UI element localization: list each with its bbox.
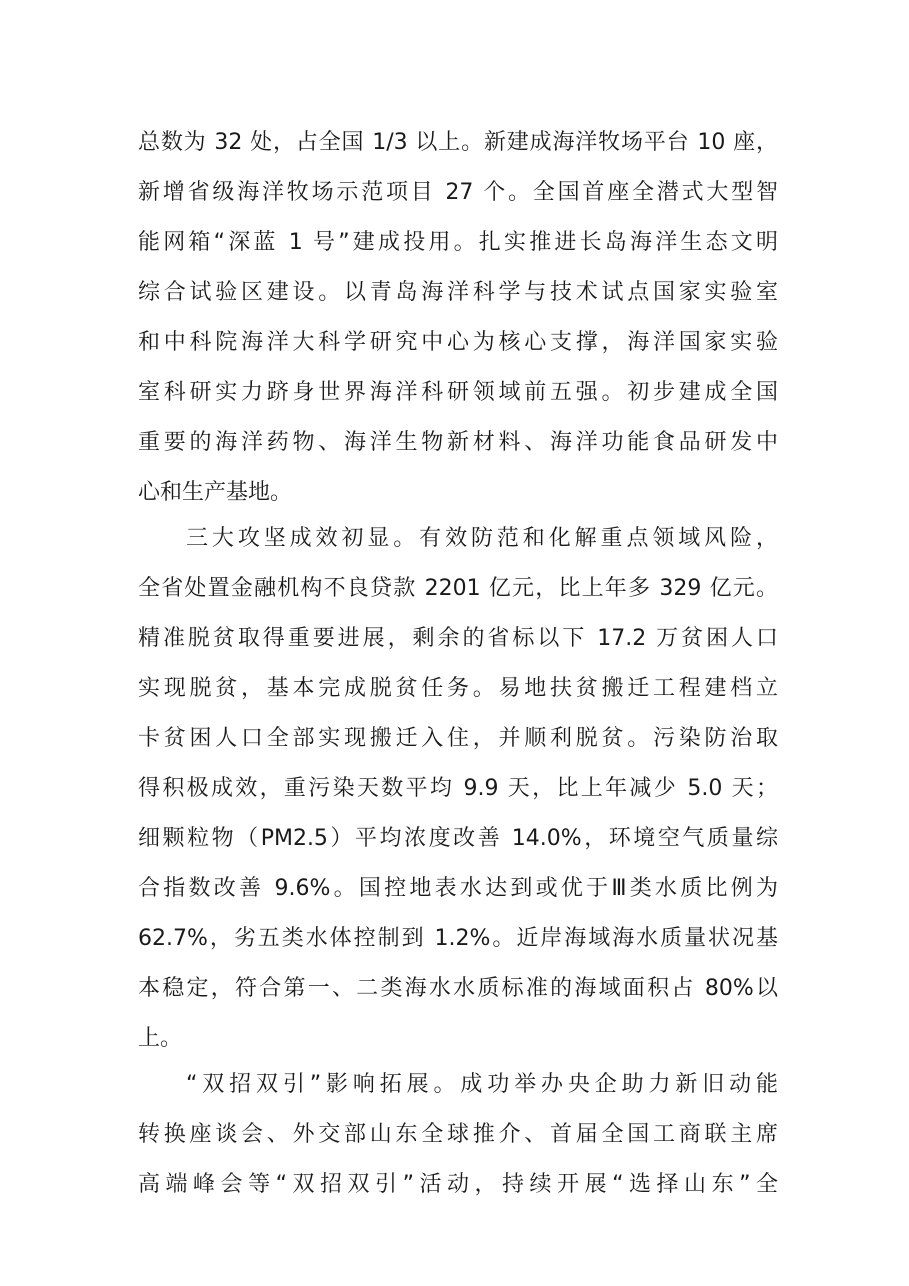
text-line: 重要的海洋药物、海洋生物新材料、海洋功能食品研发中 [138,430,778,455]
text-line: 能网箱“深蓝 1 号”建成投用。扎实推进长岛海洋生态文明 [138,230,778,255]
text-line: 合指数改善 9.6%。国控地表水达到或优于Ⅲ类水质比例为 [138,876,778,901]
text-line: 62.7%，劣五类水体控制到 1.2%。近岸海域海水质量状况基 [138,926,778,951]
text-line: 三大攻坚成效初显。有效防范和化解重点领域风险， [186,526,778,551]
text-line: 转换座谈会、外交部山东全球推介、首届全国工商联主席 [138,1122,778,1147]
text-line: 和中科院海洋大科学研究中心为核心支撑，海洋国家实验 [138,330,778,355]
text-line: 室科研实力跻身世界海洋科研领域前五强。初步建成全国 [138,380,778,405]
text-line: “双招双引”影响拓展。成功举办央企助力新旧动能 [186,1072,778,1097]
text-line: 总数为 32 处，占全国 1/3 以上。新建成海洋牧场平台 10 座， [138,130,778,155]
text-line: 高端峰会等“双招双引”活动，持续开展“选择山东”全 [138,1172,778,1197]
text-line: 综合试验区建设。以青岛海洋科学与技术试点国家实验室 [138,280,778,305]
text-line: 得积极成效，重污染天数平均 9.9 天，比上年减少 5.0 天； [138,776,778,801]
text-line: 全省处置金融机构不良贷款 2201 亿元，比上年多 329 亿元。 [138,576,778,601]
text-line: 精准脱贫取得重要进展，剩余的省标以下 17.2 万贫困人口 [138,626,778,651]
text-line: 细颗粒物（PM2.5）平均浓度改善 14.0%，环境空气质量综 [138,826,778,851]
text-line: 本稳定，符合第一、二类海水水质标准的海域面积占 80%以 [138,976,778,1001]
text-line: 心和生产基地。 [138,480,293,505]
text-line: 卡贫困人口全部实现搬迁入住，并顺利脱贫。污染防治取 [138,726,778,751]
text-line: 新增省级海洋牧场示范项目 27 个。全国首座全潜式大型智 [138,180,778,205]
text-line: 实现脱贫，基本完成脱贫任务。易地扶贫搬迁工程建档立 [138,676,778,701]
text-line: 上。 [138,1026,183,1051]
